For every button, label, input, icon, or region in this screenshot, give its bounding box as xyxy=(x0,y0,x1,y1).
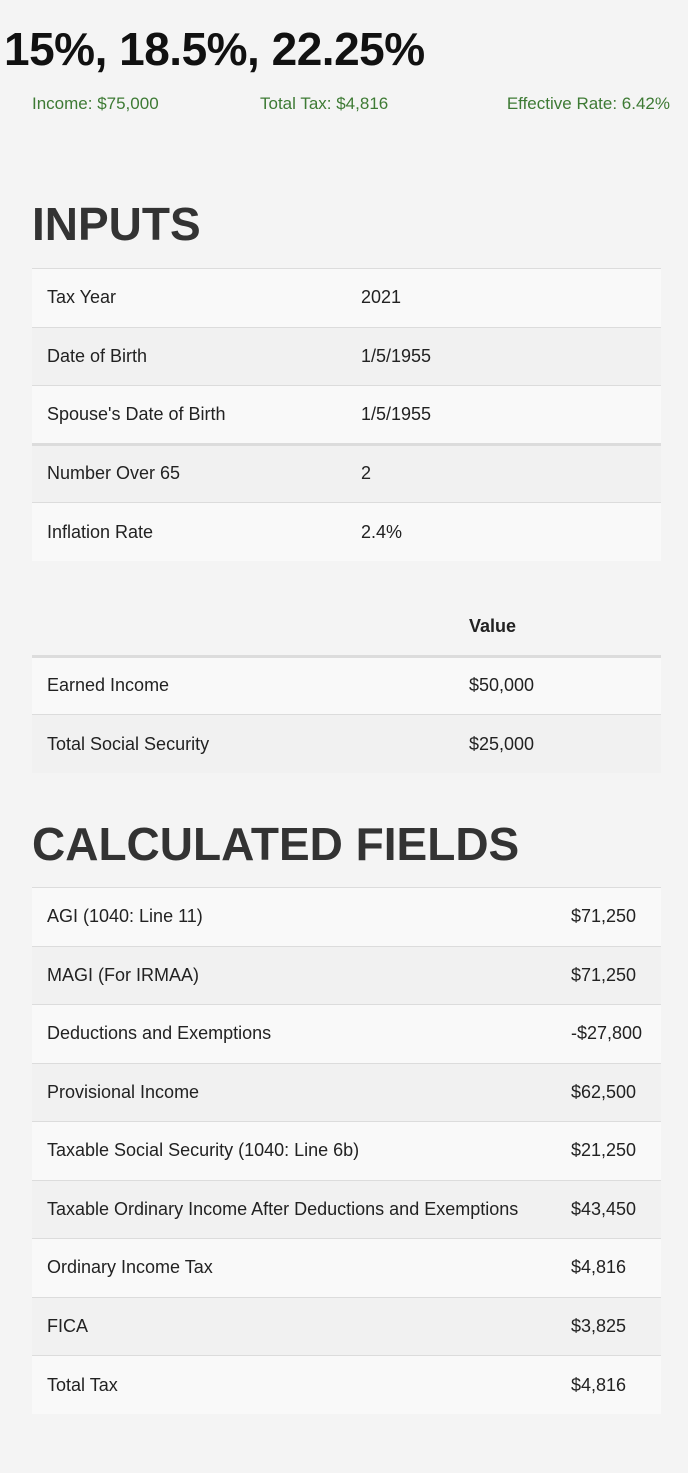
row-label: Taxable Social Security (1040: Line 6b) xyxy=(47,1140,360,1161)
calc-row-agi xyxy=(32,888,661,947)
row-label: Earned Income xyxy=(47,675,170,696)
row-label: Deductions and Exemptions xyxy=(47,1023,272,1044)
row-label: Tax Year xyxy=(47,287,117,308)
inflation-rate-value[interactable]: 2.4% xyxy=(361,521,403,542)
calc-row-deductions xyxy=(32,1005,661,1064)
row-label: Taxable Ordinary Income After Deductions and Exemptions xyxy=(47,1198,519,1219)
row-label: Spouse's Date of Birth xyxy=(47,403,226,424)
row-label: AGI (1040: Line 11) xyxy=(47,906,203,927)
spouse-date-of-birth-value[interactable]: 1/5/1955 xyxy=(361,403,432,424)
calc-row-taxable-social-security xyxy=(32,1122,661,1181)
agi-value: $71,250 xyxy=(571,906,637,927)
deductions-value: -$27,800 xyxy=(571,1023,643,1044)
taxable-ordinary-income-value: $43,450 xyxy=(571,1198,637,1219)
total-social-security-value[interactable]: $25,000 xyxy=(469,733,535,754)
row-label: Total Tax xyxy=(47,1374,118,1395)
tax-bracket-rates-heading: 15%, 18.5%, 22.25% xyxy=(4,23,425,75)
tax-year-value[interactable]: 2021 xyxy=(361,287,402,308)
summary-income: Income: $75,000 xyxy=(32,94,159,113)
calculated-fields-section-title: CALCULATED FIELDS xyxy=(32,818,520,870)
row-label: Inflation Rate xyxy=(47,521,154,542)
row-label: Number Over 65 xyxy=(47,463,181,484)
income-row-total-social-security[interactable] xyxy=(32,715,661,774)
date-of-birth-value[interactable]: 1/5/1955 xyxy=(361,345,432,366)
magi-value: $71,250 xyxy=(571,964,637,985)
row-label: MAGI (For IRMAA) xyxy=(47,964,199,985)
tax-summary-bar xyxy=(32,94,670,116)
calc-row-magi xyxy=(32,946,661,1005)
value-column-header: Value xyxy=(469,615,517,636)
fica-value: $3,825 xyxy=(571,1315,627,1336)
income-table-header xyxy=(32,598,661,656)
calc-row-ordinary-income-tax xyxy=(32,1239,661,1298)
income-table xyxy=(32,598,661,773)
calc-row-provisional-income xyxy=(32,1063,661,1122)
ordinary-income-tax-value: $4,816 xyxy=(571,1257,627,1278)
calc-row-total-tax xyxy=(32,1356,661,1415)
summary-total-tax: Total Tax: $4,816 xyxy=(260,94,389,113)
input-row-date-of-birth[interactable] xyxy=(32,327,661,386)
summary-effective-rate: Effective Rate: 6.42% xyxy=(506,94,670,113)
total-tax-value: $4,816 xyxy=(571,1374,627,1395)
calc-row-fica xyxy=(32,1297,661,1356)
row-label: FICA xyxy=(47,1315,89,1336)
calculated-fields-table xyxy=(32,887,661,1414)
income-row-earned-income[interactable] xyxy=(32,656,661,715)
taxable-social-security-value: $21,250 xyxy=(571,1140,637,1161)
calc-row-taxable-ordinary-income xyxy=(32,1180,661,1239)
input-row-inflation-rate[interactable] xyxy=(32,503,661,562)
input-row-tax-year[interactable] xyxy=(32,269,661,328)
input-row-number-over-65[interactable] xyxy=(32,444,661,503)
number-over-65-value[interactable]: 2 xyxy=(361,463,372,484)
earned-income-value[interactable]: $50,000 xyxy=(469,675,535,696)
provisional-income-value: $62,500 xyxy=(571,1081,637,1102)
row-label: Date of Birth xyxy=(47,345,148,366)
row-label: Provisional Income xyxy=(47,1081,200,1102)
inputs-section-title: INPUTS xyxy=(32,198,201,250)
row-label: Ordinary Income Tax xyxy=(47,1257,213,1278)
row-label: Total Social Security xyxy=(47,733,210,754)
label-column-header xyxy=(32,598,454,656)
inputs-table xyxy=(32,268,661,561)
input-row-spouse-date-of-birth[interactable] xyxy=(32,386,661,445)
